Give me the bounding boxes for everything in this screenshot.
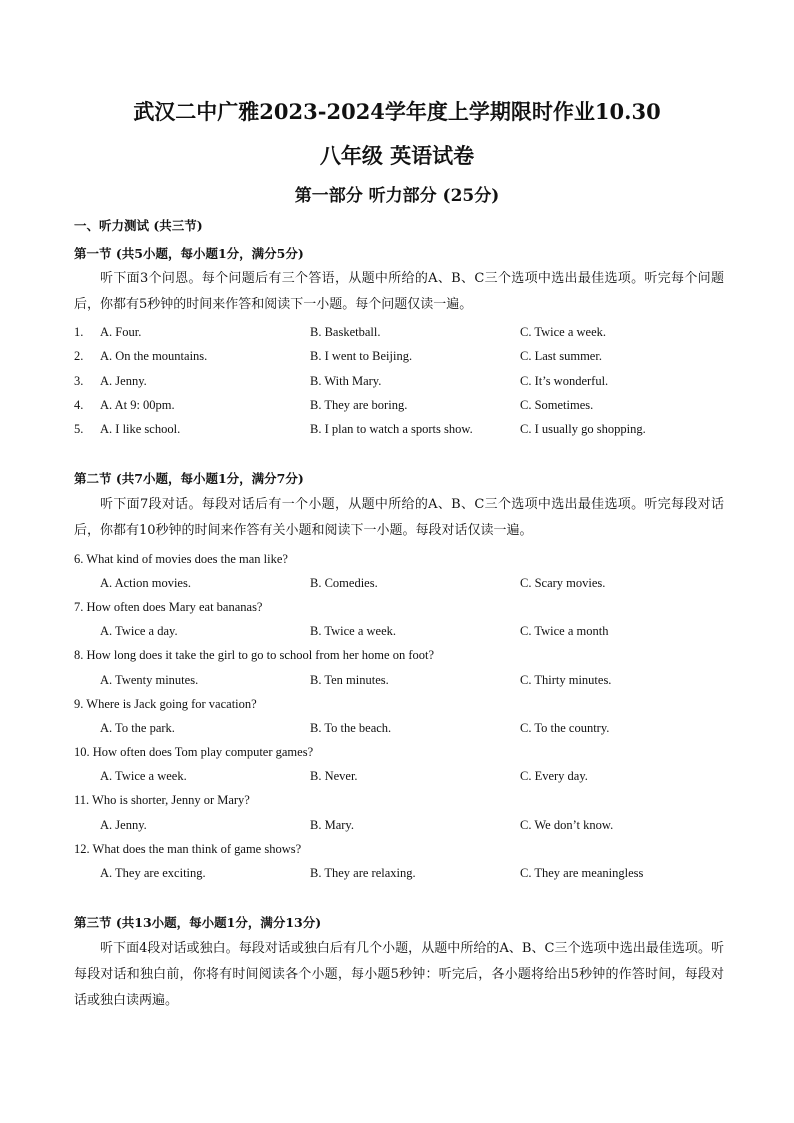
section-heading: 一、听力测试 (共三节): [74, 218, 203, 233]
option-c: C. Scary movies.: [520, 576, 606, 590]
option-b: B. Basketball.: [310, 325, 381, 339]
options-row-12: [74, 866, 734, 886]
option-a: A. Jenny.: [100, 374, 147, 388]
options-row-6: [74, 576, 734, 596]
options-row-10: [74, 769, 734, 789]
section1-heading: 第一节 (共5小题，每小题1分，满分5分): [74, 246, 304, 261]
option-b: B. They are boring.: [310, 398, 408, 412]
question-stem-10: 10. How often does Tom play computer games?: [74, 745, 314, 759]
section1-instructions: 听下面3个问恩。每个问题后有三个答语，从题中所给的A、B、C三个选项中选出最佳选项。听完每个问题后，你都有5秒钟的时间来作答和阅读下一小题。每个问题仅读一遍。: [74, 271, 724, 312]
option-a: A. To the park.: [100, 721, 175, 735]
part-title: 第一部分 听力部分 (25分): [294, 186, 500, 206]
option-b: B. Ten minutes.: [310, 673, 389, 687]
option-a: A. Action movies.: [100, 576, 191, 590]
question-stem-12: 12. What does the man think of game shows?: [74, 842, 302, 856]
question-stem-8: 8. How long does it take the girl to go to school from her home on foot?: [74, 648, 435, 662]
option-a: A. Four.: [100, 325, 142, 339]
question-row-1: [74, 325, 734, 345]
option-c: C. Twice a week.: [520, 325, 607, 339]
option-b: B. With Mary.: [310, 374, 382, 388]
option-b: B. Mary.: [310, 818, 354, 832]
option-a: A. Twice a day.: [100, 624, 178, 638]
question-row-3: [74, 374, 734, 394]
option-c: C. Every day.: [520, 769, 588, 783]
option-a: A. I like school.: [100, 422, 181, 436]
option-a: A. Jenny.: [100, 818, 147, 832]
option-c: C. We don’t know.: [520, 818, 614, 832]
question-number: 5.: [74, 422, 84, 436]
question-stem-11: 11. Who is shorter, Jenny or Mary?: [74, 793, 250, 807]
option-c: C. I usually go shopping.: [520, 422, 646, 436]
option-c: C. Thirty minutes.: [520, 673, 612, 687]
question-number: 2.: [74, 349, 84, 363]
question-stem-9: 9. Where is Jack going for vacation?: [74, 697, 257, 711]
option-b: B. I plan to watch a sports show.: [310, 422, 473, 436]
option-a: A. On the mountains.: [100, 349, 208, 363]
option-b: B. Twice a week.: [310, 624, 397, 638]
section2-instructions: 听下面7段对话。每段对话后有一个小题，从题中所给的A、B、C三个选项中选出最佳选项。听完每段对话后，你都有10秒钟的时间来作答有关小题和阅读下一小题。每段对话仅读一遍。: [74, 497, 724, 538]
option-c: C. Twice a month: [520, 624, 609, 638]
option-b: B. Comedies.: [310, 576, 378, 590]
question-stem-7: 7. How often does Mary eat bananas?: [74, 600, 263, 614]
option-a: A. At 9: 00pm.: [100, 398, 175, 412]
option-c: C. Last summer.: [520, 349, 602, 363]
section2-heading: 第二节 (共7小题，每小题1分，满分7分): [74, 471, 304, 486]
question-row-4: [74, 398, 734, 418]
exam-subtitle: 八年级 英语试卷: [319, 143, 475, 168]
exam-title: 武汉二中广雅2023-2024学年度上学期限时作业10.30: [133, 99, 661, 124]
section3-heading: 第三节 (共13小题，每小题1分，满分13分): [74, 915, 322, 930]
question-row-5: [74, 422, 734, 442]
question-stem-6: 6. What kind of movies does the man like?: [74, 552, 288, 566]
options-row-8: [74, 673, 734, 693]
option-c: C. Sometimes.: [520, 398, 594, 412]
option-a: A. They are exciting.: [100, 866, 206, 880]
option-c: C. It’s wonderful.: [520, 374, 609, 388]
section3-instructions: 听下面4段对话或独白。每段对话或独白后有几个小题，从题中所给的A、B、C三个选项中选出最佳选项。听每段对话和独白前，你将有时间阅读各个小题，每小题5秒钟：听完后，各小题将给出5秒钟的作答时间，每段对话或独白读两遍。: [74, 941, 724, 1008]
question-number: 4.: [74, 398, 84, 412]
option-a: A. Twenty minutes.: [100, 673, 199, 687]
options-row-7: [74, 624, 734, 644]
option-b: B. Never.: [310, 769, 358, 783]
question-number: 1.: [74, 325, 84, 339]
option-b: B. To the beach.: [310, 721, 392, 735]
options-row-11: [74, 818, 734, 838]
options-row-9: [74, 721, 734, 741]
option-c: C. To the country.: [520, 721, 610, 735]
question-number: 3.: [74, 374, 84, 388]
question-row-2: [74, 349, 734, 369]
option-b: B. I went to Beijing.: [310, 349, 413, 363]
option-c: C. They are meaningless: [520, 866, 644, 880]
option-b: B. They are relaxing.: [310, 866, 416, 880]
option-a: A. Twice a week.: [100, 769, 187, 783]
